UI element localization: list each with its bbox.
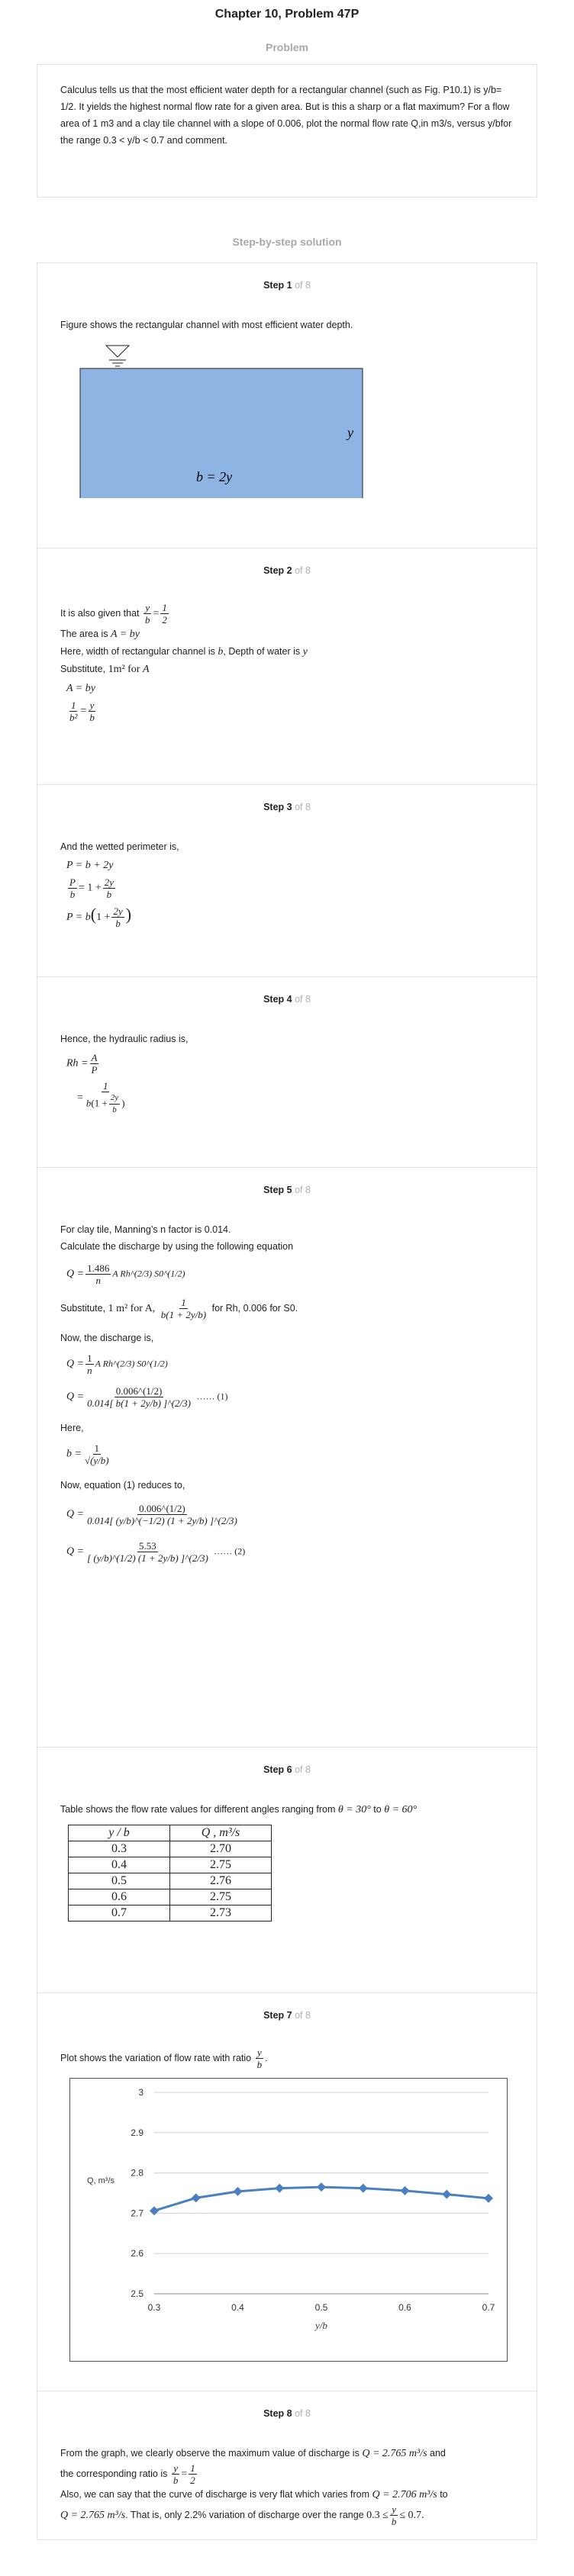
data-point [317, 2182, 326, 2192]
x-tick-label: 0.4 [231, 2302, 244, 2313]
cell-y-over-b: 0.6 [69, 1889, 170, 1905]
step-3 [37, 784, 537, 976]
cell-y-over-b: 0.4 [69, 1857, 170, 1873]
cell-flow-rate: 2.76 [170, 1873, 272, 1889]
table-row [69, 1873, 272, 1889]
step-header: Step 6 of 8 [263, 1764, 311, 1775]
step-5 [37, 1167, 537, 1747]
flow-rate-chart [70, 2079, 507, 2361]
cell-y-over-b: 0.7 [69, 1905, 170, 1922]
data-point [192, 2193, 201, 2202]
step-text: The area is A = by [60, 629, 140, 640]
cell-flow-rate: 2.73 [170, 1905, 272, 1922]
step-text: And the wetted perimeter is, [60, 841, 179, 852]
cell-flow-rate: 2.75 [170, 1857, 272, 1873]
step-text: Here, width of rectangular channel is b, Depth of water is y [60, 646, 308, 658]
chart-container [69, 2078, 508, 2362]
data-point [234, 2187, 243, 2196]
step-text: Calculate the discharge by using the following equation [60, 1241, 294, 1252]
steps-container [37, 262, 537, 2540]
step-header: Step 2 of 8 [263, 565, 311, 576]
step-header: Step 8 of 8 [263, 2408, 311, 2419]
step-header: Step 7 of 8 [263, 2010, 311, 2021]
step-text: It is also given that $\frac{y}{b}$ = $\frac{1}{2}$ [60, 602, 167, 626]
x-tick-label: 0.3 [147, 2302, 161, 2313]
y-tick-label: 2.8 [131, 2167, 144, 2179]
equation: Q = $\frac{0.006\^{}(1/2)}{0.014[ b(1 + 2y/b) ]\^{}(2/3)}$ …… (1) [66, 1385, 228, 1409]
problem-text: Calculus tells us that the most efficient water depth for a rectangular channel (such as Fig. P10.1) is y/b= 1/2. It yields the highest normal flow rate for a given area. But is this a sharp or a flat maximum? For a flow area of 1 m3 and a clay tile channel with a slope of 0.006, plot the normal flow rate Q,in m3/s, versus y/bfor the range 0.3 < y/b < 0.7 and comment. [60, 85, 512, 146]
equation: b = $\frac{1}{√(y/b)}$ [66, 1442, 109, 1466]
problem-card [37, 64, 537, 198]
step-text: Plot shows the variation of flow rate with ratio $\frac{y}{b}$ . [60, 2047, 268, 2070]
data-point [484, 2194, 493, 2203]
problem-label: Problem [265, 41, 308, 53]
column-header: y / b [69, 1825, 170, 1841]
y-tick-label: 2.9 [131, 2127, 144, 2138]
y-tick-label: 2.5 [131, 2288, 144, 2299]
step-header: Step 3 of 8 [263, 802, 311, 812]
step-text: Table shows the flow rate values for different angles ranging from θ = 30° to θ = 60° [60, 1804, 418, 1815]
step-text: Now, equation (1) reduces to, [60, 1480, 185, 1491]
cell-y-over-b: 0.3 [69, 1841, 170, 1857]
step-text: Now, the discharge is, [60, 1333, 154, 1343]
channel-figure [68, 338, 373, 498]
table-header-row [69, 1825, 272, 1841]
step-text: Hence, the hydraulic radius is, [60, 1034, 189, 1044]
step-text: Also, we can say that the curve of discharge is very flat which varies from Q = 2.706 m³/s to [60, 2489, 448, 2500]
depth-label: y [347, 425, 353, 440]
y-tick-label: 3 [138, 2087, 144, 2098]
equation: Rh = $\frac{A}{P}$ [66, 1052, 98, 1076]
x-tick-label: 0.5 [314, 2302, 328, 2313]
cell-flow-rate: 2.70 [170, 1841, 272, 1857]
x-tick-label: 0.6 [398, 2302, 411, 2313]
table-body [69, 1841, 272, 1922]
step-header: Step 5 of 8 [263, 1185, 311, 1195]
table-row [69, 1841, 272, 1857]
step-text: For clay tile, Manning’s n factor is 0.014. [60, 1224, 231, 1235]
data-point [150, 2206, 159, 2215]
y-tick-label: 2.6 [131, 2248, 144, 2259]
step-2 [37, 548, 537, 784]
equation: Q = $\frac{1.486}{n}$ A Rh^(2/3) S0^(1/2) [66, 1262, 185, 1286]
step-text: Substitute, 1 m² for A, $\frac{1}{b(1 + 2y/b)}$ for Rh, 0.006 for S0. [60, 1297, 298, 1320]
step-4 [37, 976, 537, 1167]
table-row [69, 1889, 272, 1905]
solution-label: Step-by-step solution [232, 236, 342, 248]
cell-flow-rate: 2.75 [170, 1889, 272, 1905]
water-level-triangle-icon [106, 346, 129, 357]
step-text: From the graph, we clearly observe the maximum value of discharge is Q = 2.765 m³/s and [60, 2448, 446, 2459]
step-text: Q = 2.765 m³/s. That is, only 2.2% variation of discharge over the range 0.3 ≤ $\frac{y}{b}$ ≤ 0.7. [60, 2504, 424, 2527]
equation: $\frac{1}{\text{b²}}$ = $\frac{y}{b}$ [69, 699, 95, 723]
flow-rate-table [68, 1825, 272, 1922]
y-tick-label: 2.7 [131, 2208, 144, 2219]
data-point [401, 2186, 410, 2195]
step-7 [37, 1992, 537, 2391]
data-point [275, 2184, 284, 2193]
step-header: Step 1 of 8 [263, 280, 311, 291]
step-text: Substitute, 1m² for A [60, 664, 150, 675]
y-axis-label: Q, m³/s [86, 2176, 115, 2185]
data-point [359, 2184, 368, 2193]
width-label: b = 2y [196, 469, 233, 484]
equation: A = by [66, 683, 95, 694]
step-8 [37, 2391, 537, 2539]
x-axis-label: y/b [315, 2320, 327, 2331]
equation: P = b + 2y [66, 860, 114, 871]
column-header: Q , m³/s [170, 1825, 272, 1841]
step-header: Step 4 of 8 [263, 994, 311, 1005]
equation: P = b(1 + $\frac{2y}{b}$ ) [66, 905, 132, 930]
equation: = 1 b(1 + $\frac{2y}{b}$ ) [77, 1080, 125, 1114]
equation: Q = $\frac{1}{n}$ A Rh^(2/3) S0^(1/2) [66, 1352, 168, 1376]
step-text: the corresponding ratio is $\frac{y}{b}$ = $\frac{1}{2}$ [60, 2462, 195, 2486]
step-6 [37, 1747, 537, 1992]
step-text: Here, [60, 1423, 84, 1433]
table-row [69, 1905, 272, 1922]
step-1 [37, 263, 537, 548]
equation: $\frac{P}{b}$ = 1 + $\frac{2y}{b}$ [69, 876, 114, 900]
page-title: Chapter 10, Problem 47P [214, 8, 360, 21]
x-tick-label: 0.7 [482, 2302, 495, 2313]
cell-y-over-b: 0.5 [69, 1873, 170, 1889]
table-row [69, 1857, 272, 1873]
step-text: Figure shows the rectangular channel with most efficient water depth. [60, 320, 353, 330]
equation: Q = $\frac{0.006\^{}(1/2)}{0.014[ (y/b)\^{}(-1/2) (1 + 2y/b) ]\^{}(2/3)}$ [66, 1503, 237, 1526]
data-point [442, 2190, 451, 2199]
equation: Q = $\frac{5.53}{[ (y/b)\^{}(1/2) (1 + 2y/b) ]\^{}(2/3)}$ …… (2) [66, 1540, 246, 1564]
